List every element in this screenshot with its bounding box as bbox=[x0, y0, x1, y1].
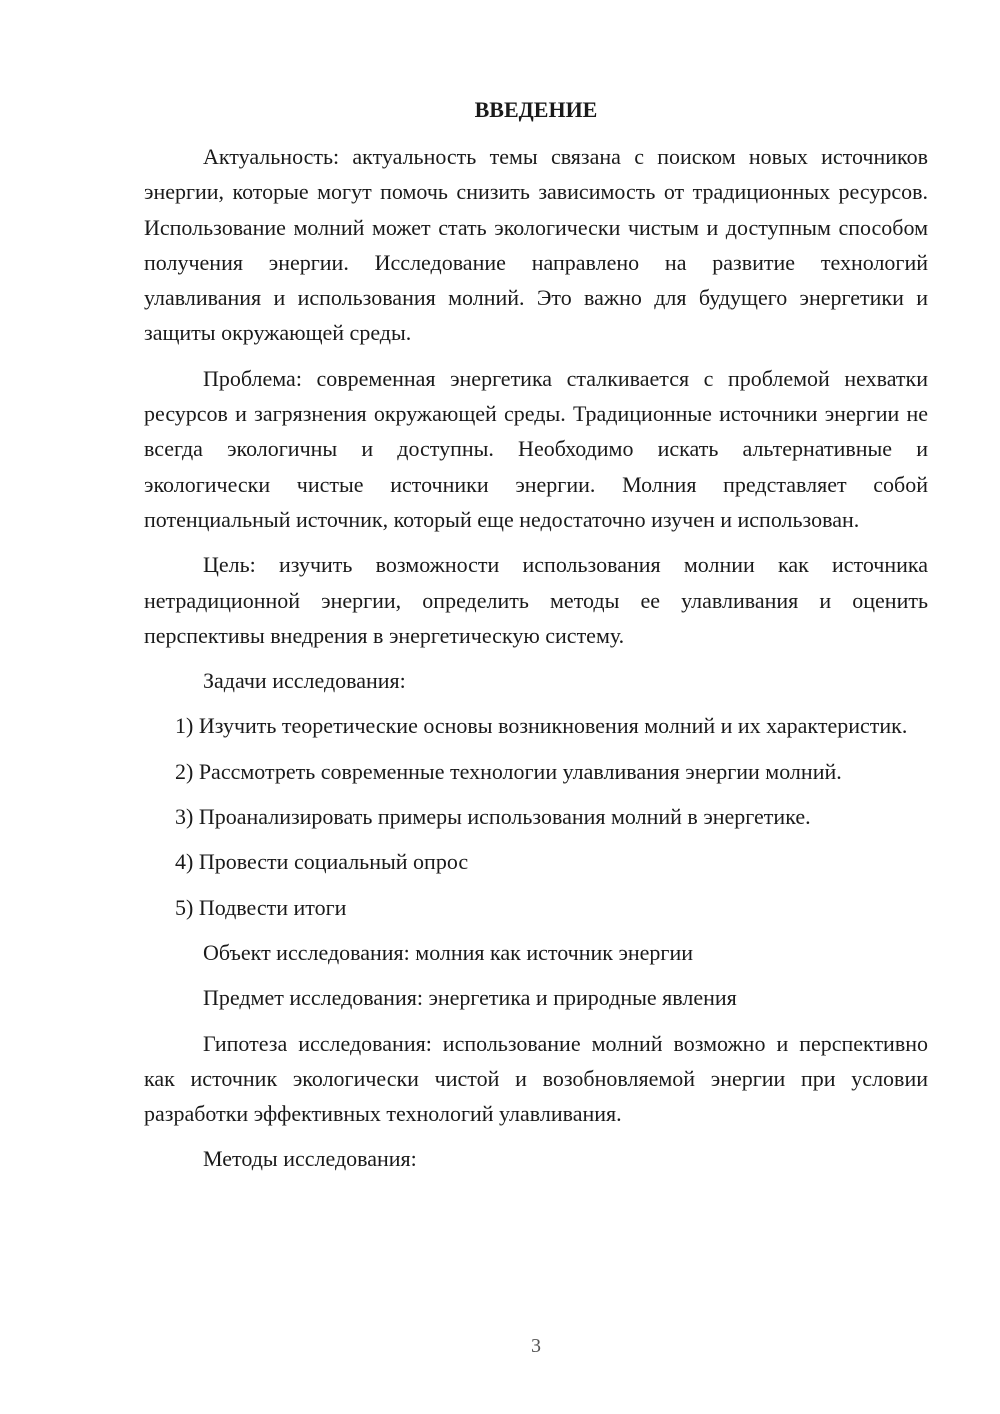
tasks-heading: Задачи исследования: bbox=[203, 668, 406, 694]
task-item-5: 5) Подвести итоги bbox=[175, 894, 347, 920]
task-item-4: 4) Провести социальный опрос bbox=[175, 849, 469, 875]
section-title: ВВЕДЕНИЕ bbox=[474, 97, 598, 122]
paragraph-relevance: Актуальность: актуальность темы связана с поиском новых источников энергии, которые могут помочь снизить зависимость от традиционных ресурсов. Использование молний может стать экологически чистым и доступным способом получения энергии. Исследование направлено на развитие технологий улавливания и использования молний. Это важно для будущего энергетики и защиты окружающей среды. bbox=[144, 144, 928, 346]
task-item-3: 3) Проанализировать примеры использования молний в энергетике. bbox=[175, 804, 811, 830]
paragraph-object: Объект исследования: молния как источник энергии bbox=[203, 939, 694, 965]
paragraph-hypothesis: Гипотеза исследования: использование молний возможно и перспективно как источник экологически чистой и возобновляемой энергии при условии разработки эффективных технологий улавливания. bbox=[144, 1030, 928, 1127]
paragraph-subject: Предмет исследования: энергетика и природные явления bbox=[203, 985, 737, 1011]
task-item-2: 2) Рассмотреть современные технологии улавливания энергии молний. bbox=[175, 758, 842, 784]
page-number: 3 bbox=[531, 1335, 541, 1357]
page-content bbox=[144, 95, 928, 1187]
task-item-1: 1) Изучить теоретические основы возникновения молний и их характеристик. bbox=[175, 713, 908, 739]
methods-heading: Методы исследования: bbox=[203, 1146, 417, 1172]
paragraph-problem: Проблема: современная энергетика сталкивается с проблемой нехватки ресурсов и загрязнения окружающей среды. Традиционные источники энергии не всегда экологичны и доступны. Необходимо искать альтернативные и экологически чистые источники энергии. Молния представляет собой потенциальный источник, который еще недостаточно изучен и использован. bbox=[144, 365, 928, 532]
paragraph-goal: Цель: изучить возможности использования молнии как источника нетрадиционной энергии, определить методы ее улавливания и оценить перспективы внедрения в энергетическую систему. bbox=[144, 552, 928, 648]
